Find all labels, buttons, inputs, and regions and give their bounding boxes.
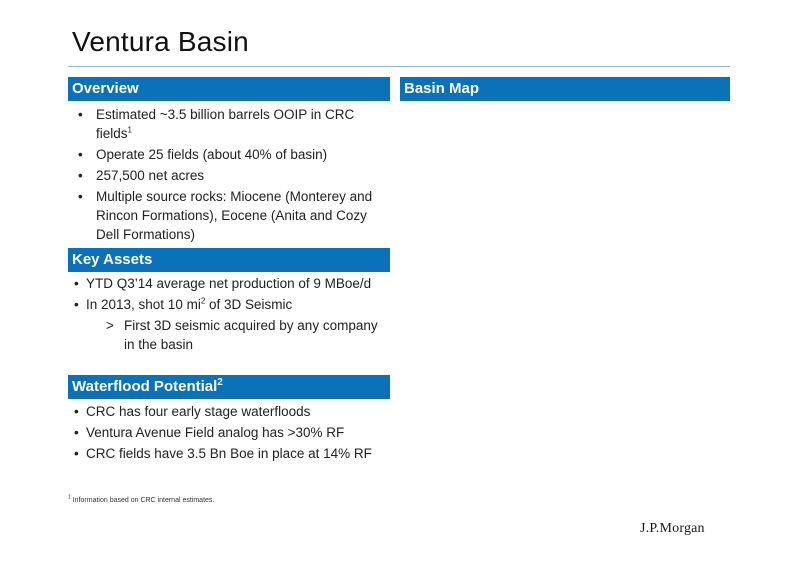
key-assets-list: [70, 274, 392, 356]
list-item: [70, 444, 392, 463]
overview-header-label: Overview: [72, 80, 139, 97]
bullet: •: [74, 404, 79, 419]
footnote-ref: 2: [217, 377, 223, 388]
list-item-text: Ventura Avenue Field analog has >30% RF: [86, 425, 345, 440]
bullet: •: [78, 147, 83, 162]
footnote-ref: 1: [127, 125, 132, 135]
list-item-text: 257,500 net acres: [96, 168, 205, 183]
list-item-text: CRC has four early stage waterfloods: [86, 404, 311, 419]
sub-bullet: >: [106, 318, 114, 333]
footnote-text: Information based on CRC internal estimates.: [72, 497, 215, 504]
basin-map-area: [400, 103, 730, 483]
list-item: [70, 166, 392, 185]
list-item-text: Estimated ~3.5 billion barrels OOIP in CRC fields$^1$: [96, 107, 355, 141]
basin-map-header: [400, 77, 730, 101]
overview-list: [70, 105, 392, 246]
bullet: •: [78, 189, 83, 204]
superscript: 2: [200, 296, 206, 306]
footnote: [68, 494, 215, 504]
list-item: [70, 295, 392, 314]
bullet: •: [74, 446, 79, 461]
key-assets-header: [68, 248, 390, 272]
waterflood-header-label: Waterflood Potential: [72, 378, 218, 395]
footnote-marker: 1: [68, 494, 71, 501]
bullet: •: [74, 276, 79, 291]
bullet: •: [78, 107, 83, 122]
bullet: •: [74, 425, 79, 440]
sub-list-item-text: First 3D seismic acquired by any company in the basin: [124, 318, 378, 352]
basin-map-header-label: Basin Map: [404, 80, 480, 97]
jpmorgan-logo: J.P.Morgan: [640, 521, 705, 536]
bullet: •: [74, 297, 79, 312]
waterflood-list: [70, 402, 392, 465]
list-item: [70, 105, 392, 143]
title-divider: [68, 66, 730, 67]
page-title: Ventura Basin: [72, 26, 249, 57]
key-assets-header-label: Key Assets: [72, 251, 153, 268]
list-item: [70, 145, 392, 164]
bullet: •: [78, 168, 83, 183]
waterflood-header: [68, 375, 390, 399]
list-item-text: Multiple source rocks: Miocene (Monterey and Rincon Formations), Eocene (Anita and Cozy Dell Formations): [96, 189, 373, 242]
overview-header: [68, 77, 390, 101]
list-item-text: Operate 25 fields (about 40% of basin): [96, 147, 328, 162]
list-item-text: YTD Q3’14 average net production of 9 MBoe/d: [86, 276, 372, 291]
list-item: [70, 187, 392, 244]
list-item-text: In 2013, shot 10 $mi^2$ of 3D Seismic: [86, 296, 293, 312]
list-item-text: CRC fields have 3.5 Bn Boe in place at 14% RF: [86, 446, 372, 461]
list-item: [70, 274, 392, 293]
list-item: [70, 402, 392, 421]
sub-list-item: [70, 316, 392, 354]
list-item: [70, 423, 392, 442]
